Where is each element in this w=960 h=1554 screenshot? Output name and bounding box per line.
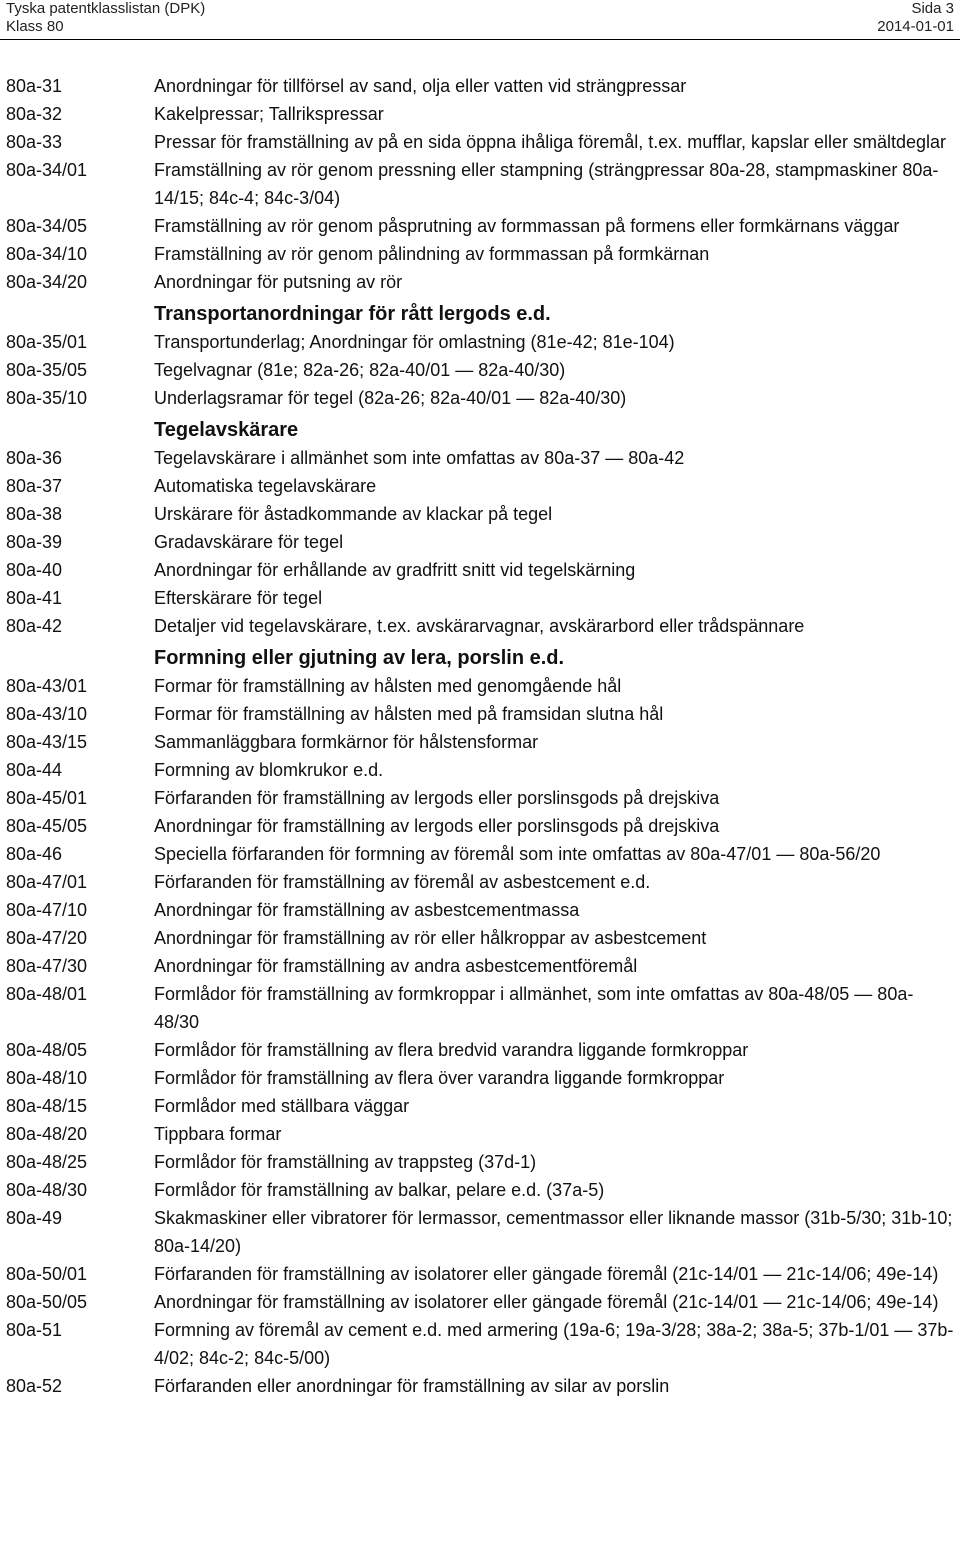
class-code: 80a-34/10 xyxy=(6,244,88,264)
class-code: 80a-40 xyxy=(6,560,63,580)
list-item xyxy=(0,128,960,156)
list-item xyxy=(0,472,960,500)
class-description: Kakelpressar; Tallrikspressar xyxy=(154,104,384,124)
class-description: Framställning av rör genom påsprutning av formmassan på formens eller formkärnans väggar xyxy=(154,216,900,236)
list-item xyxy=(0,328,960,356)
class-code: 80a-52 xyxy=(6,1376,63,1396)
list-item xyxy=(0,1120,960,1148)
list-item xyxy=(0,840,960,868)
class-code: 80a-41 xyxy=(6,588,63,608)
class-code: 80a-48/01 xyxy=(6,984,88,1004)
list-item xyxy=(0,268,960,296)
list-item xyxy=(0,212,960,240)
list-item xyxy=(0,500,960,528)
class-description: Förfaranden eller anordningar för framställning av silar av porslin xyxy=(154,1376,670,1396)
document-title: Tyska patentklasslistan (DPK) xyxy=(6,0,206,17)
class-description: Tippbara formar xyxy=(154,1124,282,1144)
list-item xyxy=(0,700,960,728)
class-description: Framställning av rör genom pålindning av formmassan på formkärnan xyxy=(154,244,710,264)
list-item xyxy=(0,784,960,812)
class-description: Anordningar för tillförsel av sand, olja eller vatten vid strängpressar xyxy=(154,76,687,96)
class-description: Anordningar för framställning av rör eller hålkroppar av asbestcement xyxy=(154,928,707,948)
class-code: 80a-35/10 xyxy=(6,388,88,408)
list-item xyxy=(0,812,960,840)
section-heading: Tegelavskärare xyxy=(154,419,299,441)
class-description: Tegelvagnar (81e; 82a-26; 82a-40/01 — 82a-40/30) xyxy=(154,360,566,380)
list-item xyxy=(0,1316,960,1372)
list-item xyxy=(0,612,960,640)
list-item xyxy=(0,528,960,556)
class-label: Klass 80 xyxy=(6,18,64,35)
class-description: Anordningar för framställning av andra asbestcementföremål xyxy=(154,956,638,976)
class-code: 80a-34/20 xyxy=(6,272,88,292)
class-code: 80a-34/05 xyxy=(6,216,88,236)
class-code: 80a-48/10 xyxy=(6,1068,88,1088)
class-code: 80a-44 xyxy=(6,760,63,780)
class-description: Anordningar för putsning av rör xyxy=(154,272,403,292)
class-description: Formning av blomkrukor e.d. xyxy=(154,760,384,780)
list-item xyxy=(0,556,960,584)
class-code: 80a-50/05 xyxy=(6,1292,88,1312)
class-description: Formlådor för framställning av flera över varandra liggande formkroppar xyxy=(154,1068,725,1088)
class-description: Formar för framställning av hålsten med på framsidan slutna hål xyxy=(154,704,664,724)
class-description: Speciella förfaranden för formning av föremål som inte omfattas av 80a-47/01 — 80a-56/20 xyxy=(154,844,881,864)
class-description: Anordningar för erhållande av gradfritt snitt vid tegelskärning xyxy=(154,560,636,580)
class-description: Efterskärare för tegel xyxy=(154,588,323,608)
class-code: 80a-42 xyxy=(6,616,63,636)
list-item xyxy=(0,1092,960,1120)
class-code: 80a-48/20 xyxy=(6,1124,88,1144)
class-code: 80a-43/10 xyxy=(6,704,88,724)
list-item xyxy=(0,1036,960,1064)
class-description: Anordningar för framställning av lergods eller porslinsgods på drejskiva xyxy=(154,816,720,836)
list-item xyxy=(0,896,960,924)
class-code: 80a-48/30 xyxy=(6,1180,88,1200)
class-code: 80a-45/05 xyxy=(6,816,88,836)
list-item xyxy=(0,728,960,756)
class-code: 80a-34/01 xyxy=(6,160,88,180)
list-item xyxy=(0,1176,960,1204)
list-item xyxy=(0,1260,960,1288)
class-description: Underlagsramar för tegel (82a-26; 82a-40/01 — 82a-40/30) xyxy=(154,388,627,408)
list-item xyxy=(0,868,960,896)
classification-list xyxy=(0,72,960,1400)
list-item xyxy=(0,672,960,700)
list-item xyxy=(0,756,960,784)
class-code: 80a-43/15 xyxy=(6,732,88,752)
class-description: Formlådor för framställning av flera bredvid varandra liggande formkroppar xyxy=(154,1040,749,1060)
class-description: Formlådor med ställbara väggar xyxy=(154,1096,410,1116)
class-description: Formlådor för framställning av formkroppar i allmänhet, som inte omfattas av 80a-48/05 — 80a-48/30 xyxy=(154,984,914,1032)
class-description: Formar för framställning av hålsten med genomgående hål xyxy=(154,676,622,696)
class-description: Sammanläggbara formkärnor för hålstensformar xyxy=(154,732,539,752)
list-item xyxy=(0,444,960,472)
class-code: 80a-36 xyxy=(6,448,63,468)
header-divider xyxy=(0,39,960,40)
class-code: 80a-38 xyxy=(6,504,63,524)
list-item xyxy=(0,1148,960,1176)
list-item xyxy=(0,100,960,128)
list-item xyxy=(0,240,960,268)
list-item xyxy=(0,584,960,612)
class-description: Förfaranden för framställning av föremål av asbestcement e.d. xyxy=(154,872,651,892)
class-description: Framställning av rör genom pressning eller stampning (strängpressar 80a-28, stampmaskiner 80a-14/15; 84c-4; 84c-3/04) xyxy=(154,160,939,208)
class-description: Automatiska tegelavskärare xyxy=(154,476,377,496)
class-code: 80a-35/05 xyxy=(6,360,88,380)
class-description: Förfaranden för framställning av isolatorer eller gängade föremål (21c-14/01 — 21c-14/06; 49e-14) xyxy=(154,1264,939,1284)
class-code: 80a-48/05 xyxy=(6,1040,88,1060)
class-code: 80a-49 xyxy=(6,1208,63,1228)
class-code: 80a-39 xyxy=(6,532,63,552)
list-item xyxy=(0,1204,960,1260)
class-description: Formlådor för framställning av balkar, pelare e.d. (37a-5) xyxy=(154,1180,605,1200)
class-code: 80a-46 xyxy=(6,844,63,864)
class-code: 80a-48/15 xyxy=(6,1096,88,1116)
list-item xyxy=(0,72,960,100)
class-code: 80a-47/10 xyxy=(6,900,88,920)
list-item xyxy=(0,156,960,212)
page-number: Sida 3 xyxy=(911,0,954,17)
class-code: 80a-31 xyxy=(6,76,63,96)
class-code: 80a-43/01 xyxy=(6,676,88,696)
class-code: 80a-47/20 xyxy=(6,928,88,948)
class-code: 80a-33 xyxy=(6,132,63,152)
class-code: 80a-37 xyxy=(6,476,63,496)
class-code: 80a-45/01 xyxy=(6,788,88,808)
class-code: 80a-35/01 xyxy=(6,332,88,352)
list-item xyxy=(0,1372,960,1400)
list-item xyxy=(0,1064,960,1092)
list-item xyxy=(0,924,960,952)
class-code: 80a-48/25 xyxy=(6,1152,88,1172)
list-item xyxy=(0,980,960,1036)
class-description: Gradavskärare för tegel xyxy=(154,532,344,552)
class-code: 80a-47/30 xyxy=(6,956,88,976)
list-item xyxy=(0,384,960,412)
class-code: 80a-32 xyxy=(6,104,63,124)
class-description: Anordningar för framställning av isolatorer eller gängade föremål (21c-14/01 — 21c-14/06; 49e-14) xyxy=(154,1292,939,1312)
section-heading: Transportanordningar för rått lergods e.d. xyxy=(154,303,551,325)
section-heading: Formning eller gjutning av lera, porslin e.d. xyxy=(154,647,565,669)
list-item xyxy=(0,1288,960,1316)
class-code: 80a-51 xyxy=(6,1320,63,1340)
class-description: Skakmaskiner eller vibratorer för lermassor, cementmassor eller liknande massor (31b-5/30; 31b-10; 80a-14/20) xyxy=(154,1208,953,1256)
class-description: Formlådor för framställning av trappsteg (37d-1) xyxy=(154,1152,537,1172)
class-description: Tegelavskärare i allmänhet som inte omfattas av 80a-37 — 80a-42 xyxy=(154,448,685,468)
class-code: 80a-47/01 xyxy=(6,872,88,892)
class-description: Pressar för framställning av på en sida öppna ihåliga föremål, t.ex. mufflar, kapslar eller smältdeglar xyxy=(154,132,947,152)
class-description: Detaljer vid tegelavskärare, t.ex. avskärarvagnar, avskärarbord eller trådspännare xyxy=(154,616,805,636)
class-description: Urskärare för åstadkommande av klackar på tegel xyxy=(154,504,553,524)
document-date: 2014-01-01 xyxy=(877,18,954,35)
class-description: Anordningar för framställning av asbestcementmassa xyxy=(154,900,580,920)
list-item xyxy=(0,356,960,384)
class-description: Transportunderlag; Anordningar för omlastning (81e-42; 81e-104) xyxy=(154,332,675,352)
class-description: Formning av föremål av cement e.d. med armering (19a-6; 19a-3/28; 38a-2; 38a-5; 37b-1/01 — 37b-4/02; 84c-2; 84c-5/00) xyxy=(154,1320,954,1368)
class-description: Förfaranden för framställning av lergods eller porslinsgods på drejskiva xyxy=(154,788,720,808)
list-item xyxy=(0,952,960,980)
class-code: 80a-50/01 xyxy=(6,1264,88,1284)
